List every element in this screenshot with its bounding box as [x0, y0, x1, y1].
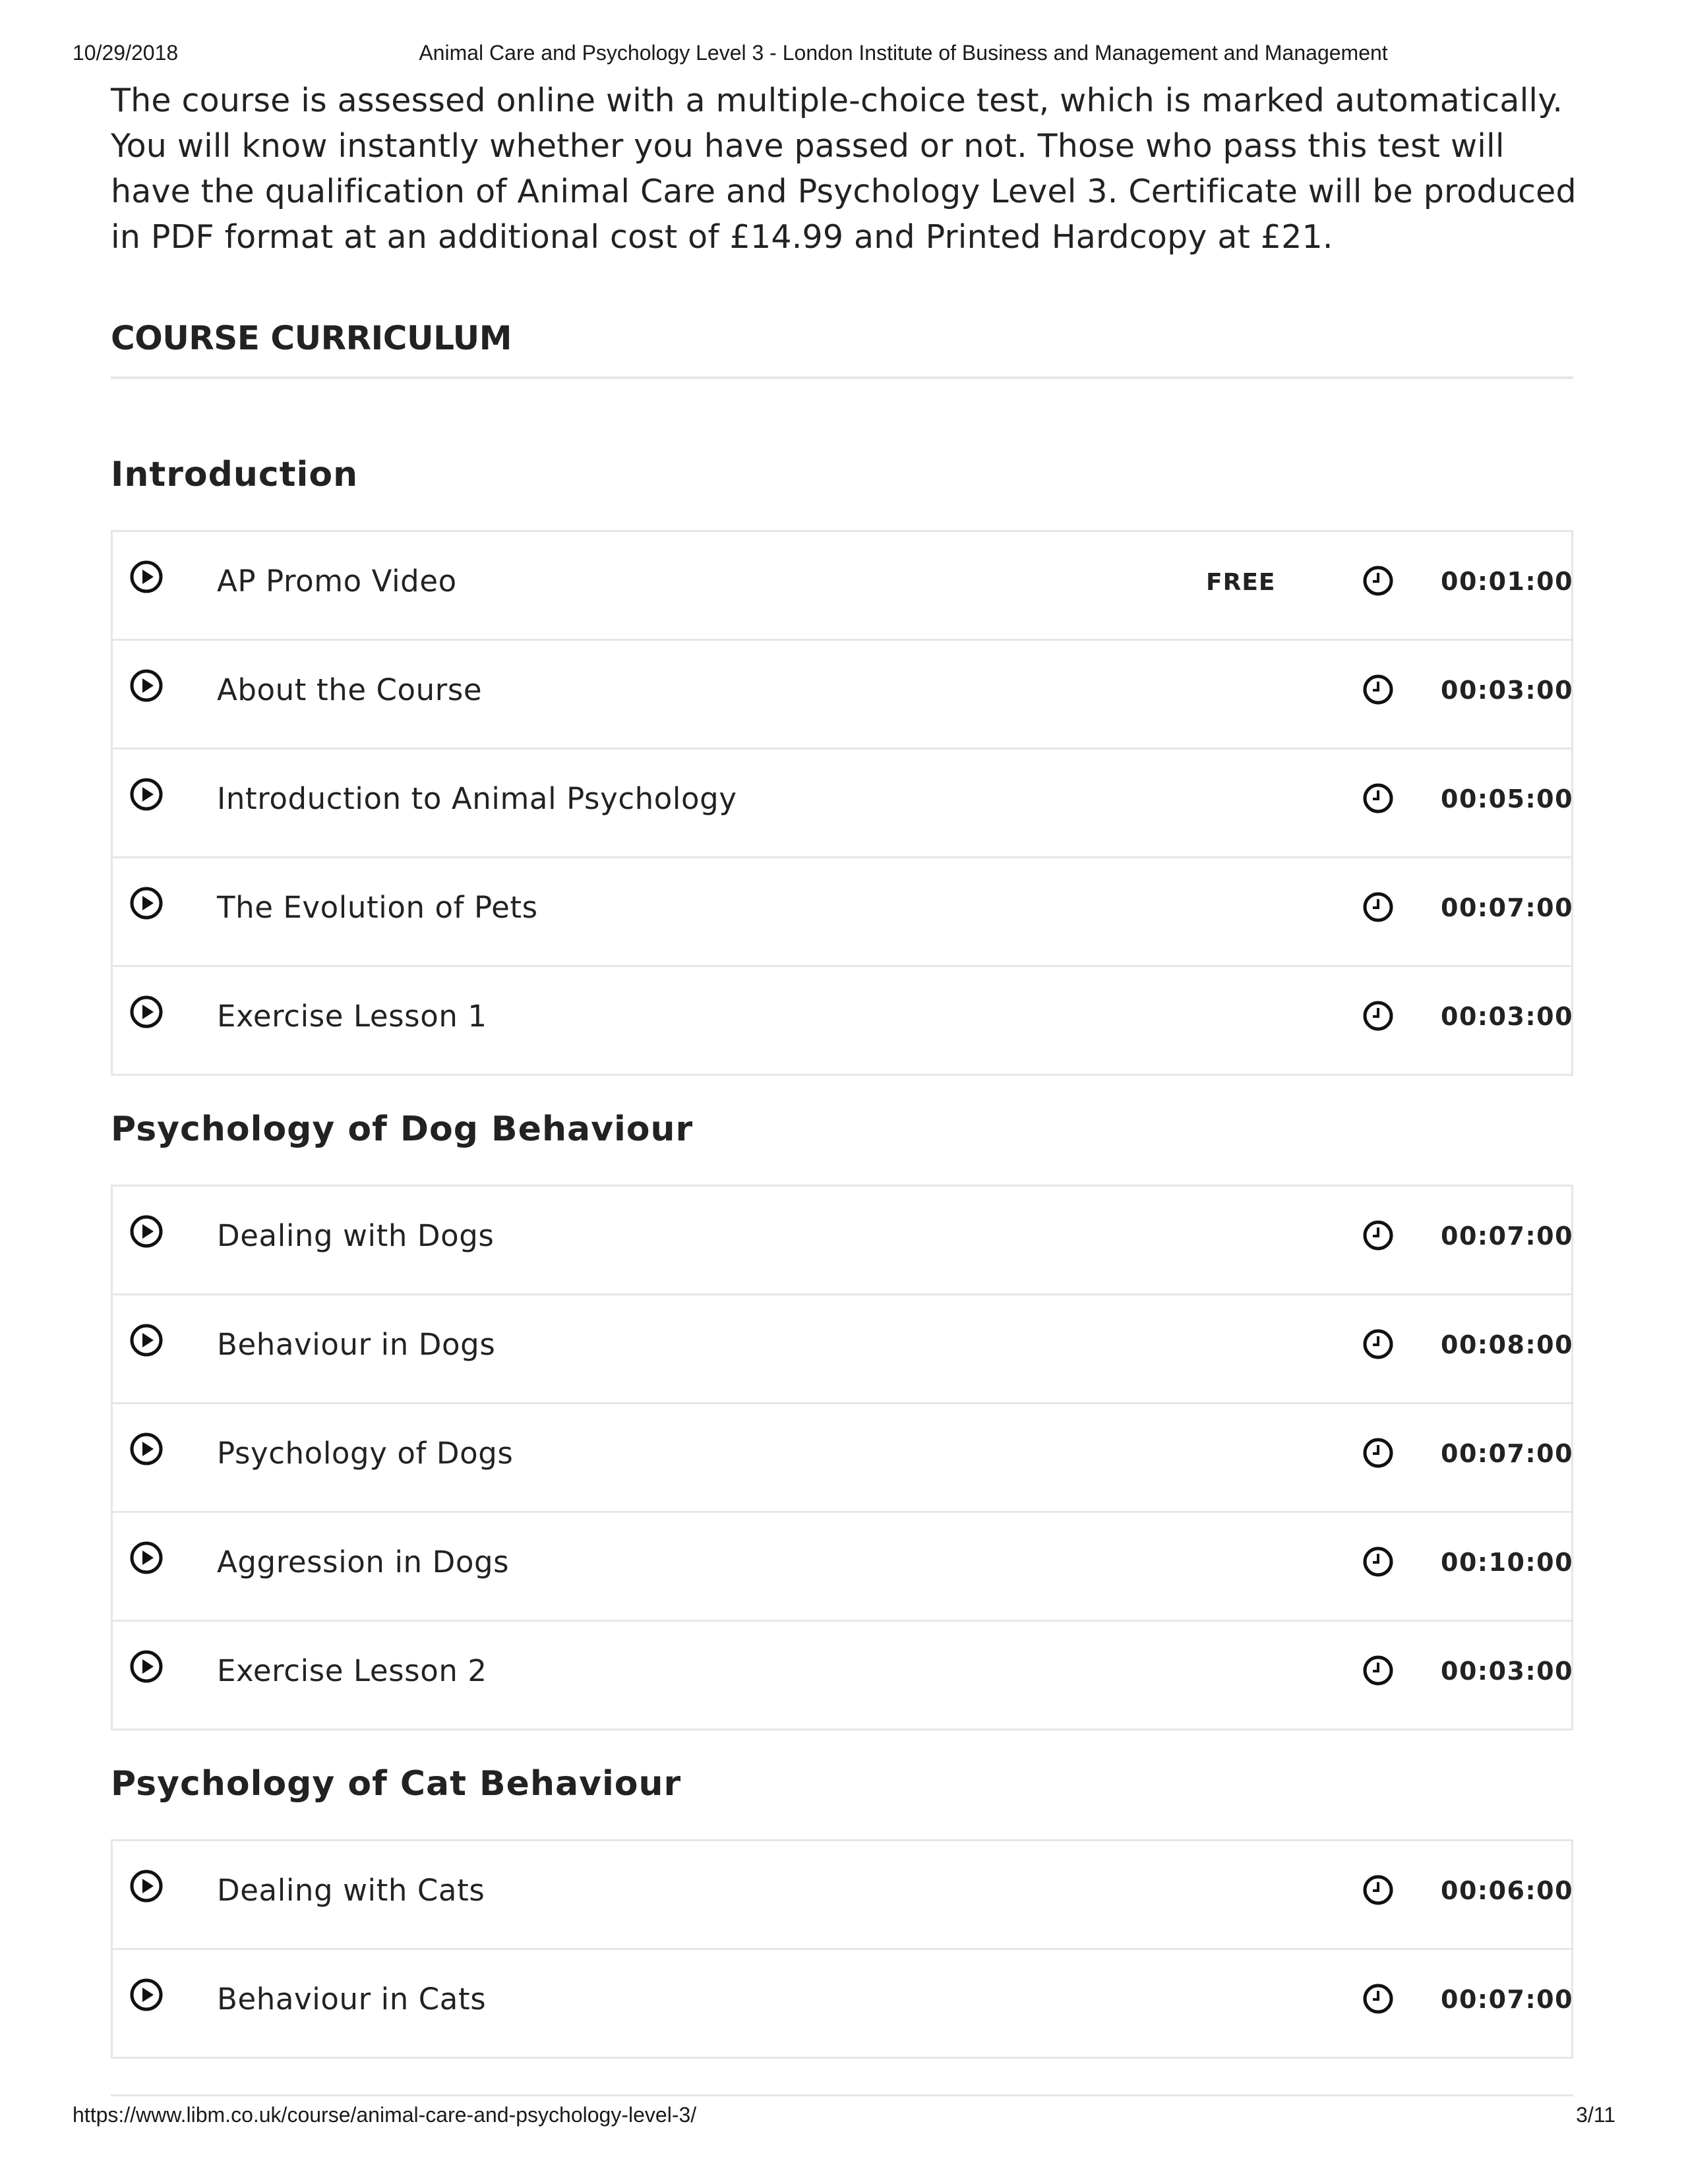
lesson-row[interactable]	[113, 748, 1574, 856]
lesson-title[interactable]: Behaviour in Cats	[217, 1982, 487, 2017]
lesson-list-cat-behaviour	[111, 1839, 1573, 2059]
play-circle-icon[interactable]	[129, 1323, 164, 1357]
lesson-row[interactable]	[113, 639, 1574, 748]
course-curriculum-heading: COURSE CURRICULUM	[111, 319, 512, 357]
print-header	[0, 41, 1688, 67]
lesson-title[interactable]: Psychology of Dogs	[217, 1436, 514, 1471]
clock-icon	[1362, 1436, 1395, 1469]
lesson-list-dog-behaviour	[111, 1185, 1573, 1730]
play-circle-icon[interactable]	[129, 995, 164, 1029]
clock-icon	[1362, 1982, 1395, 2015]
page-number: 3/11	[1576, 2103, 1615, 2127]
clock-icon	[1362, 999, 1395, 1032]
play-circle-icon[interactable]	[129, 886, 164, 920]
lesson-row[interactable]	[113, 965, 1574, 1074]
lesson-duration: 00:10:00	[1441, 1548, 1574, 1577]
clock-icon	[1362, 891, 1395, 924]
lesson-duration: 00:03:00	[1441, 676, 1574, 705]
play-circle-icon[interactable]	[129, 1541, 164, 1575]
clock-icon	[1362, 1874, 1395, 1906]
lesson-row[interactable]	[113, 856, 1574, 965]
lesson-duration: 00:01:00	[1441, 567, 1574, 596]
clock-icon	[1362, 1545, 1395, 1578]
lesson-duration: 00:06:00	[1441, 1876, 1574, 1905]
print-page-title: Animal Care and Psychology Level 3 - London Institute of Business and Management and Management	[419, 41, 1388, 65]
lesson-duration: 00:07:00	[1441, 1985, 1574, 2014]
section-title-dog-behaviour: Psychology of Dog Behaviour	[111, 1109, 694, 1149]
lesson-list-introduction	[111, 530, 1573, 1076]
lesson-title[interactable]: The Evolution of Pets	[217, 890, 538, 925]
play-circle-icon[interactable]	[129, 560, 164, 594]
lesson-row[interactable]	[113, 1620, 1574, 1728]
free-badge: FREE	[1206, 569, 1276, 596]
lesson-row[interactable]	[113, 1511, 1574, 1620]
play-circle-icon[interactable]	[129, 1649, 164, 1684]
lesson-duration: 00:08:00	[1441, 1330, 1574, 1359]
print-date: 10/29/2018	[73, 41, 179, 65]
section-title-introduction: Introduction	[111, 455, 359, 494]
lesson-title[interactable]: Exercise Lesson 2	[217, 1653, 487, 1688]
lesson-title[interactable]: Aggression in Dogs	[217, 1545, 510, 1579]
play-circle-icon[interactable]	[129, 1978, 164, 2012]
footer-divider	[111, 2094, 1573, 2096]
play-circle-icon[interactable]	[129, 668, 164, 703]
lesson-title[interactable]: Exercise Lesson 1	[217, 999, 487, 1034]
lesson-row[interactable]	[113, 532, 1574, 639]
lesson-duration: 00:03:00	[1441, 1002, 1574, 1031]
lesson-title[interactable]: Dealing with Dogs	[217, 1218, 495, 1253]
play-circle-icon[interactable]	[129, 1869, 164, 1903]
clock-icon	[1362, 564, 1395, 597]
page-url: https://www.libm.co.uk/course/animal-care-and-psychology-level-3/	[73, 2103, 697, 2127]
play-circle-icon[interactable]	[129, 1214, 164, 1249]
clock-icon	[1362, 782, 1395, 815]
curriculum-divider	[111, 376, 1573, 379]
play-circle-icon[interactable]	[129, 1432, 164, 1466]
lesson-title[interactable]: Dealing with Cats	[217, 1873, 485, 1908]
play-circle-icon[interactable]	[129, 777, 164, 812]
lesson-row[interactable]	[113, 1187, 1574, 1293]
clock-icon	[1362, 1328, 1395, 1361]
lesson-title[interactable]: About the Course	[217, 672, 483, 707]
section-title-cat-behaviour: Psychology of Cat Behaviour	[111, 1764, 682, 1804]
lesson-duration: 00:07:00	[1441, 893, 1574, 922]
clock-icon	[1362, 1219, 1395, 1252]
clock-icon	[1362, 1654, 1395, 1687]
lesson-row[interactable]	[113, 1402, 1574, 1511]
lesson-duration: 00:07:00	[1441, 1222, 1574, 1251]
lesson-title[interactable]: Behaviour in Dogs	[217, 1327, 496, 1362]
lesson-row[interactable]	[113, 1841, 1574, 1948]
clock-icon	[1362, 673, 1395, 706]
lesson-title[interactable]: Introduction to Animal Psychology	[217, 781, 737, 816]
assessment-description: The course is assessed online with a multiple-choice test, which is marked automatically. You will know instantly whether you have passed or not. Those who pass this test will have the qualification of Animal Care and Psychology Level 3. Certificate will be produced in PDF format at an additional cost of £14.99 and Printed Hardcopy at £21.	[111, 82, 1577, 256]
lesson-row[interactable]	[113, 1948, 1574, 2057]
lesson-duration: 00:03:00	[1441, 1657, 1574, 1686]
lesson-row[interactable]	[113, 1293, 1574, 1402]
lesson-title[interactable]: AP Promo Video	[217, 564, 457, 599]
lesson-duration: 00:07:00	[1441, 1439, 1574, 1468]
lesson-duration: 00:05:00	[1441, 784, 1574, 813]
